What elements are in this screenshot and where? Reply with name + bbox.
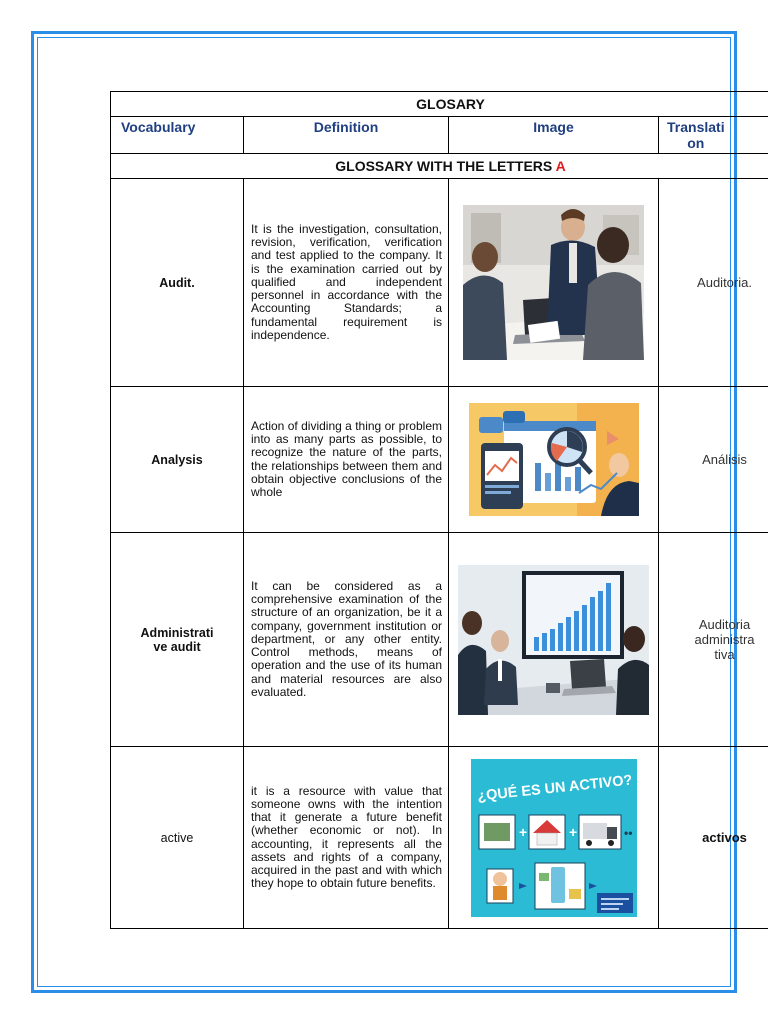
que-es-un-activo-icon (471, 759, 637, 917)
data-analysis-icon (469, 403, 639, 516)
section-heading-text: GLOSSARY WITH THE LETTERS (335, 158, 556, 174)
image-cell (449, 533, 659, 747)
svg-text:+: + (518, 823, 527, 840)
definition-text: It can be considered as a comprehensive examination of the structure of an organization, be it a company, government institution or department, or any other entity. Control methods, means of operation and the use of its human and material resources are also evaluated. (244, 533, 449, 747)
table-row (111, 179, 768, 387)
vocabulary-word-label: Administrati ve audit (140, 625, 214, 654)
header-translation-label: Translati on (667, 119, 725, 151)
table-row (111, 533, 768, 747)
translation-text: Análisis (659, 387, 768, 533)
translation-text: activos (659, 747, 768, 929)
header-definition: Definition (244, 117, 449, 154)
business-meeting-icon (463, 205, 644, 360)
table-row (111, 747, 768, 929)
translation-text (659, 533, 768, 747)
header-translation (659, 117, 768, 154)
vocabulary-word: Analysis (111, 387, 244, 533)
image-cell (449, 747, 659, 929)
svg-text:+: + (568, 823, 577, 840)
table-row (111, 387, 768, 533)
definition-text: It is the investigation, consultation, revision, verification, verification and test applied to the company. It is the examination carried out by qualified and independent personnel in accordance with the Accounting Standards; a fundamental requirement is independence. (244, 179, 449, 387)
header-vocabulary: Vocabulary (111, 117, 244, 154)
presentation-chart-icon (458, 565, 649, 715)
vocabulary-word (111, 533, 244, 747)
section-letter: A (555, 158, 566, 174)
table-title: GLOSARY (111, 92, 768, 117)
image-cell (449, 387, 659, 533)
definition-text: Action of dividing a thing or problem into as many parts as possible, to recognize the nature of the parts, the relationships between them and obtain objective conclusions of the whole (244, 387, 449, 533)
section-heading (111, 154, 768, 179)
translation-label: Auditoria administra tiva (694, 617, 755, 662)
translation-text: Auditoria. (659, 179, 768, 387)
image-heading-text: ¿QUÉ ES UN ACTIVO? (476, 771, 633, 805)
vocabulary-word: active (111, 747, 244, 929)
glossary-table (110, 91, 768, 929)
definition-text: it is a resource with value that someone owns with the intention that it generate a future benefit (whether economic or not). In accounting, it represents all the assets and rights of a company, acquired in the past and with which they hope to obtain future benefits. (244, 747, 449, 929)
vocabulary-word: Audit. (111, 179, 244, 387)
svg-text:••: •• (623, 825, 632, 840)
header-image: Image (449, 117, 659, 154)
image-cell (449, 179, 659, 387)
